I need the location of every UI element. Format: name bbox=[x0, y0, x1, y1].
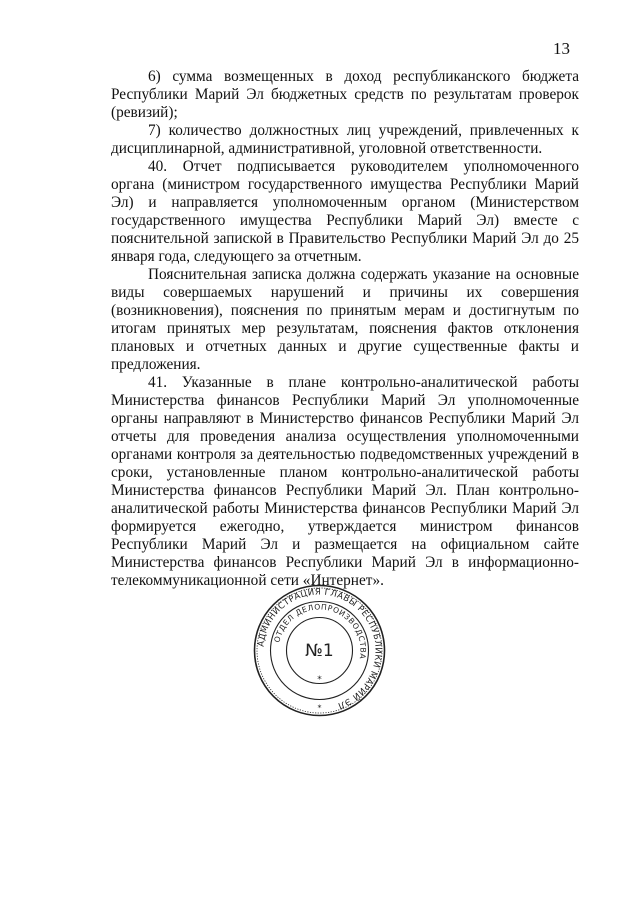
seal-star-bottom: * bbox=[317, 675, 322, 685]
official-seal-stamp bbox=[252, 583, 387, 718]
paragraph-clause-40: 40. Отчет подписывается руководителем уполномоченного органа (министром государственного имущества Республики Марий Эл) и направляется уполномоченным органом (Министерством государственного имущества Республики Марий Эл) вместе с пояснительной запиской в Правительство Республики Марий Эл до 25 января года, следующего за отчетным. bbox=[111, 158, 579, 265]
paragraph-item-7: 7) количество должностных лиц учреждений, привлеченных к дисциплинарной, административной, уголовной ответственности. bbox=[111, 122, 579, 157]
paragraph-item-6: 6) сумма возмещенных в доход республиканского бюджета Республики Марий Эл бюджетных средств по результатам проверок (ревизий); bbox=[111, 68, 579, 121]
paragraph-explanatory-note: Пояснительная записка должна содержать указание на основные виды совершаемых нарушений и причины их совершения (возникновения), пояснения по принятым мерам и достигнутым по итогам принятых мер результатам, пояснения фактов отклонения плановых и отчетных данных и другие существенные факты и предложения. bbox=[111, 266, 579, 373]
seal-graphic bbox=[252, 583, 387, 718]
page-number: 13 bbox=[553, 39, 570, 58]
paragraph-clause-41: 41. Указанные в плане контрольно-аналитической работы Министерства финансов Республики Марий Эл уполномоченные органы направляют в Министерство финансов Республики Марий Эл отчеты для проведения анализа осуществления уполномоченными органами контроля за деятельностью подведомственных учреждений в сроки, установленные планом контрольно-аналитической работы Министерства финансов Республики Марий Эл. План контрольно-аналитической работы Министерства финансов Республики Марий Эл формируется ежегодно, утверждается министром финансов Республики Марий Эл и размещается на официальном сайте Министерства финансов Республики Марий Эл в информационно-телекоммуникационной сети «Интернет». bbox=[111, 374, 579, 589]
seal-center-number: №1 bbox=[305, 641, 334, 661]
seal-star-rim: * bbox=[317, 703, 322, 713]
document-body bbox=[111, 68, 579, 590]
seal-outer-text: АДМИНИСТРАЦИЯ ГЛАВЫ РЕСПУБЛИКИ МАРИЙ ЭЛ bbox=[256, 587, 383, 711]
seal-inner-text: ОТДЕЛ ДЕЛОПРОИЗВОДСТВА bbox=[272, 602, 368, 660]
